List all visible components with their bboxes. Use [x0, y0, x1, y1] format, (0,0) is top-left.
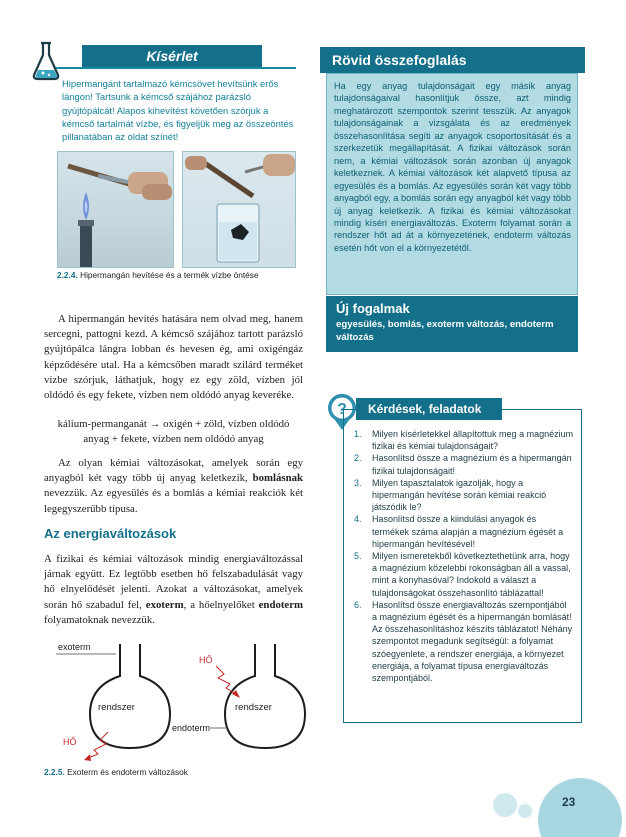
question-number: 1. — [354, 429, 362, 439]
question-item — [354, 513, 574, 550]
question-text: Milyen tapasztalatok igazolják, hogy a hipermangán hevítése során kémiai reakció játszódik le? — [372, 477, 547, 513]
endo-heat-label: HŐ — [199, 655, 213, 665]
page-corner-decoration — [480, 775, 626, 837]
question-item — [354, 599, 574, 684]
questions-list — [354, 428, 574, 684]
question-text: Milyen ismeretekből következtethetünk arra, hogy a magnézium közelebbi rokonságban áll a vassal, mint a konyhasóval? Indokold a választ a tulajdonságokat összehasonlító táblázattal! — [372, 551, 571, 598]
photo-beaker — [182, 151, 296, 268]
question-number: 2. — [354, 453, 362, 464]
para2-text-a: Az olyan kémiai változásokat, amelyek során egy anyagból két vagy több új anyag keletkezik, — [44, 457, 303, 485]
endo-system-label: rendszer — [235, 702, 272, 713]
term-endoterm: endoterm — [258, 598, 304, 611]
caption-number: 2.2.4. — [57, 270, 78, 280]
question-number: 5. — [354, 551, 362, 562]
exo-flask — [90, 644, 170, 748]
question-number: 4. — [354, 514, 362, 525]
exo-heat-arrow — [88, 732, 108, 758]
exo-system-label: rendszer — [98, 702, 135, 713]
question-item — [354, 477, 574, 514]
question-text: Hasonlítsd össze a kiindulási anyagok és termékek száma alapján a magnézium égését a hipermangán hevítésével! — [372, 514, 564, 549]
photo-caption — [57, 270, 259, 280]
question-number: 6. — [354, 599, 362, 610]
section-heading: Az energiaváltozások — [44, 526, 177, 541]
summary-text: Ha egy anyag tulajdonságait egy másik anyag tulajdonságaival hasonlítjuk össze, azt mindig meghatározott szempontok szerint tesszük. Az anyagok tulajdonságainak a vizsgálata és az eredmények összehasonlítása segíti az anyagok csoportosítását és a szerkezetük megállapítását. A fizikai változások során nem, a kémiai változások során azonban új anyagok keletkeznek. A kémiai változások két alapvető típusa az egyesülés és a bomlás. Az egyesülés során két vagy több anyagból egy, a bomlás során egy anyagból két vagy több új anyag keletkezik. A fizikai és kémiai változásokat mindig kíséri energiaváltozás. Exoterm folyamat során a rendszer hőt ad át a környezetének, endoterm változás esetén hőt von el a környezetétől. — [334, 81, 571, 253]
equation-line-1: kálium-permanganát → oxigén + zöld, vízben oldódó — [57, 418, 290, 430]
word-equation — [44, 417, 303, 447]
paragraph-energy — [44, 552, 303, 628]
equation-line-2: anyag + fekete, vízben nem oldódó anyag — [83, 433, 264, 445]
paragraph-decomposition — [44, 456, 303, 517]
photo-heating — [57, 151, 174, 268]
exo-heat-label: HŐ — [63, 737, 77, 747]
question-item — [354, 550, 574, 599]
new-terms-box — [326, 296, 578, 352]
page-number: 23 — [562, 795, 576, 809]
exo-endo-diagram — [40, 636, 310, 766]
diagram-caption-text: Exoterm és endoterm változások — [67, 767, 188, 777]
svg-text:?: ? — [337, 401, 347, 418]
para2-text-c: nevezzük. Az egyesülés és a bomlás a kémiai reakciók két legegyszerűbb típusa. — [44, 487, 303, 515]
question-text: Milyen kísérletekkel állapítottuk meg a magnézium fizikai és kémiai tulajdonságait? — [372, 429, 574, 452]
experiment-divider — [56, 67, 296, 69]
para3-text-a: A fizikai és kémiai változások mindig energiaváltozással járnak együtt. Ez legtöbb esetben hő felszabadulását vagy hő elnyelődését jelenti. Azokat a változásokat, amelyek során hő szabadul fel, — [44, 553, 303, 611]
question-item — [354, 452, 574, 476]
experiment-text: Hipermangánt tartalmazó kémcsövet hevítsünk erős lángon! Tartsunk a kémcső szájához parázsló gyújtópálcát! Alapos kihevítést követően szórjuk a kémcső tartalmát vízbe, és figyeljük meg az összeöntés pillanatában az oldat színét! — [62, 78, 294, 143]
term-bomlas: bomlásnak — [252, 472, 303, 485]
para3-text-e: folyamatoknak nevezzük. — [44, 613, 155, 626]
question-number: 3. — [354, 477, 362, 488]
question-text: Hasonlítsd össze a magnézium és a hipermangán fizikai tulajdonságait! — [372, 453, 572, 476]
diagram-caption — [44, 767, 188, 777]
question-item — [354, 428, 574, 452]
endo-label: endoterm — [172, 723, 211, 733]
caption-text: Hipermangán hevítése és a termék vízbe öntése — [80, 270, 259, 280]
paragraph-heating — [44, 312, 303, 403]
new-terms-list: egyesülés, bomlás, exoterm változás, endoterm változás — [336, 319, 554, 343]
experiment-title: Kísérlet — [82, 45, 262, 67]
flask-icon — [30, 40, 62, 82]
para3-text-c: , a hőelnyelőket — [183, 598, 259, 611]
paragraph-heating-text: A hipermangán hevítés hatására nem olvad meg, hanem sercegni, pattogni kezd. A kémcső szájához tartott parázsló gyújtópálca lángra lobban és hevesen ég, ami oxigéngáz képződésére utal. Ha a kémcsőben maradt szilárd terméket vízbe szórjuk, láthatjuk, hogy ez egy zöld, vízben jól oldódó és egy fekete, vízben nem oldódó anyag keveréke. — [44, 313, 303, 402]
exo-label: exoterm — [58, 642, 91, 652]
questions-title: Kérdések, feladatok — [356, 398, 502, 420]
question-text: Hasonlítsd össze energiaváltozás szempontjából a magnézium égését és a hipermangán bomlását! Az összehasonlításhoz készíts táblázatot! Néhány szempontot megadunk segítségül: a folyamat szóegyenlete, a rendszer energiája, a környezet energiája, a folyamat típusa energiaváltozás szempontjából. — [372, 599, 573, 684]
summary-title: Rövid összefoglalás — [320, 47, 585, 73]
new-terms-heading: Új fogalmak — [336, 301, 410, 316]
diagram-caption-number: 2.2.5. — [44, 767, 65, 777]
term-exoterm: exoterm — [145, 598, 184, 611]
